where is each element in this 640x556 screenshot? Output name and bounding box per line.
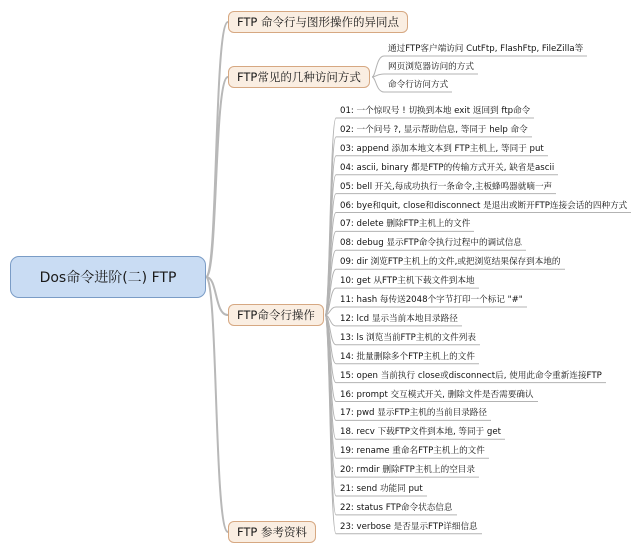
leaf-item[interactable]: 03: append 添加本地文本到 FTP主机上, 等同于 put [340, 143, 544, 154]
leaf-item[interactable]: 网页浏览器访问的方式 [388, 62, 474, 72]
leaf-item[interactable]: 14: 批量删除多个FTP主机上的文件 [340, 351, 475, 362]
branch-differences[interactable]: FTP 命令行与图形操作的异同点 [228, 11, 408, 33]
leaf-item[interactable]: 通过FTP客户端访问 CutFtp, FlashFtp, FileZilla等 [388, 44, 584, 54]
leaf-item[interactable]: 22: status FTP命令状态信息 [340, 502, 453, 513]
leaf-item[interactable]: 20: rmdir 删除FTP主机上的空目录 [340, 465, 475, 476]
leaf-item[interactable]: 19: rename 重命名FTP主机上的文件 [340, 446, 485, 457]
branch-access-methods[interactable]: FTP常见的几种访问方式 [228, 66, 370, 88]
leaf-item[interactable]: 09: dir 浏览FTP主机上的文件,或把浏览结果保存到本地的 [340, 257, 561, 268]
leaf-item[interactable]: 01: 一个惊叹号 ! 切换到本地 exit 返回到 ftp命令 [340, 106, 531, 116]
leaf-item[interactable]: 07: delete 删除FTP主机上的文件 [340, 219, 471, 230]
leaf-item[interactable]: 18. recv 下载FTP文件到本地, 等同于 get [340, 427, 502, 438]
leaf-item[interactable]: 23: verbose 是否显示FTP详细信息 [340, 521, 478, 532]
leaf-item[interactable]: 21: send 功能同 put [340, 484, 423, 494]
leaf-item[interactable]: 13: ls 浏览当前FTP主机的文件列表 [340, 332, 476, 343]
leaf-item[interactable]: 命令行访问方式 [388, 80, 449, 90]
branch-leaf-link [372, 77, 384, 92]
leaf-item[interactable]: 06: bye和quit, close和disconnect 是退出或断开FTP连接会话的四种方式 [340, 200, 628, 211]
leaf-item[interactable]: 05: bell 开关,每成功执行一条命令,主板蜂鸣器就嘀一声 [340, 181, 553, 192]
leaf-item[interactable]: 10: get 从FTP主机下载文件到本地 [340, 276, 475, 287]
branch-references[interactable]: FTP 参考资料 [228, 521, 316, 543]
leaf-item[interactable]: 16: prompt 交互模式开关, 删除文件是否需要确认 [340, 389, 534, 400]
leaf-item[interactable]: 12: lcd 显示当前本地目录路径 [340, 313, 458, 324]
leaf-item[interactable]: 17: pwd 显示FTP主机的当前目录路径 [340, 408, 487, 419]
leaf-item[interactable]: 02: 一个问号 ?, 显示帮助信息, 等同于 help 命令 [340, 124, 528, 135]
root-topic[interactable]: Dos命令进阶(二) FTP [10, 256, 206, 298]
leaf-item[interactable]: 04: ascii, binary 都是FTP的传输方式开关, 缺省是ascii [340, 162, 555, 173]
branch-command-line[interactable]: FTP命令行操作 [228, 304, 324, 326]
leaf-item[interactable]: 11: hash 每传送2048个字节打印一个标记 "#" [340, 295, 523, 305]
leaf-item[interactable]: 15: open 当前执行 close或disconnect后, 使用此命令重新连接FTP [340, 370, 602, 381]
leaf-item[interactable]: 08: debug 显示FTP命令执行过程中的调试信息 [340, 238, 522, 249]
